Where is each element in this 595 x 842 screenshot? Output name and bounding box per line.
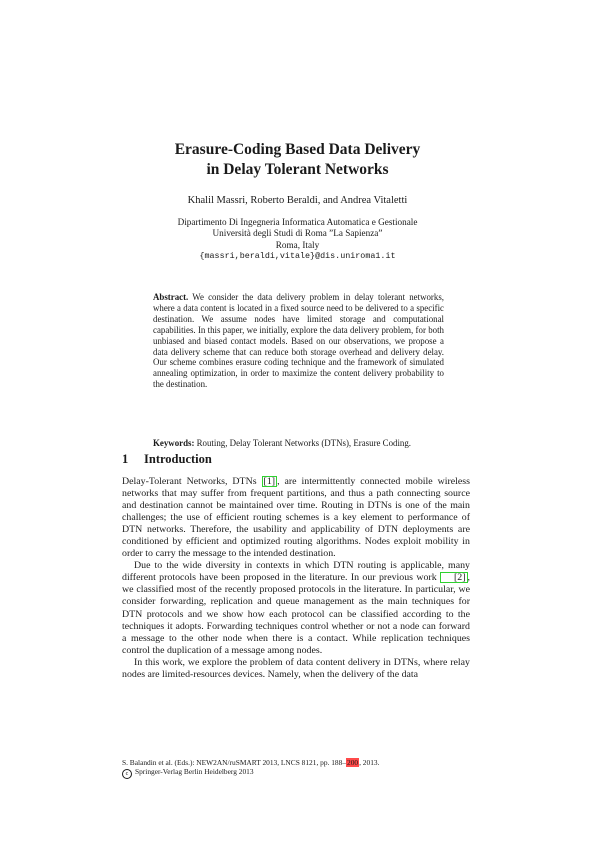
page-footer (122, 758, 482, 779)
citation-link-2[interactable]: [2] (440, 572, 468, 583)
copyright-text: Springer-Verlag Berlin Heidelberg 2013 (135, 767, 254, 777)
abstract-label: Abstract. (153, 292, 189, 302)
author-emails: {massri,beraldi,vitale}@dis.uniroma1.it (199, 251, 396, 262)
footer-citation (122, 758, 482, 767)
title-line-1: Erasure-Coding Based Data Delivery (174, 141, 421, 158)
citation-link-1[interactable]: [1] (263, 476, 276, 487)
affiliation-city: Roma, Italy (275, 239, 320, 250)
paper-title (0, 140, 595, 180)
paragraph-2-text-a: Due to the wide diversity in contexts in which DTN routing is applicable, many different protocols have been proposed in the literature. In our previous work (122, 560, 470, 584)
footer-citation-text-b: , 2013. (359, 758, 380, 767)
affiliation (0, 217, 595, 263)
paragraph-3: In this work, we explore the problem of data content delivery in DTNs, where relay nodes are limited-resources devices. Namely, when the delivery of the data (122, 656, 470, 680)
section-heading-introduction (122, 452, 212, 467)
author-list: Khalil Massri, Roberto Beraldi, and Andrea Vitaletti (187, 195, 408, 206)
paragraph-1-text-b: , are intermittently connected mobile wireless networks that may suffer from frequent partitions, and thus a path connecting source and destination cannot be maintained over time. Routing in DTNs is one of the main challenges; the use of efficient routing schemes is a key element to performance of DTN networks. Therefore, the usability and applicability of DTN deployments are conditioned by efficient and optimized routing algorithms. Nodes exploit mobility in order to carry the message to the intended destination. (122, 476, 470, 560)
keywords-label: Keywords: (153, 438, 195, 448)
paragraph-2 (122, 560, 470, 656)
abstract (153, 292, 444, 390)
abstract-text: We consider the data delivery problem in delay tolerant networks, where a data content is located in a fixed source need to be delivered to a specific destination. We assume nodes have limited storage and computational capabilities. In this paper, we initially, explore the data delivery problem, for both unbiased and biased contact models. Based on our observations, we propose a data delivery scheme that can reduce both storage overhead and delivery delay. Our scheme combines erasure coding technique and the framework of simulated annealing optimization, in order to maximize the content delivery probability to the destination. (153, 292, 444, 390)
footer-citation-text-a: S. Balandin et al. (Eds.): NEW2AN/ruSMART 2013, LNCS 8121, pp. 188– (122, 758, 347, 767)
paragraph-1 (122, 476, 470, 560)
keywords (153, 438, 453, 448)
copyright-icon: c (122, 769, 132, 779)
affiliation-department: Dipartimento Di Ingegneria Informatica Automatica e Gestionale (177, 217, 418, 227)
section-title: Introduction (144, 452, 212, 466)
affiliation-university: Università degli Studi di Roma ”La Sapienza” (212, 228, 383, 239)
title-line-2: in Delay Tolerant Networks (206, 161, 389, 178)
introduction-body (122, 476, 470, 681)
paragraph-2-text-b: , we classified most of the recently proposed protocols in the literature. In particular, we consider forwarding, replication and queue management as the main techniques for DTN protocols and we show how each protocol can be classified according to the techniques it adopts. Forwarding techniques control whether or not a node can forward a message to the other node when there is a contact. While replication techniques control the duplication of a message among nodes. (122, 572, 470, 656)
page-range-link[interactable]: 200 (347, 758, 359, 767)
paragraph-1-text-a: Delay-Tolerant Networks, DTNs (122, 476, 262, 487)
footer-copyright (122, 767, 482, 779)
section-number: 1 (122, 452, 129, 466)
keywords-text: Routing, Delay Tolerant Networks (DTNs), Erasure Coding. (196, 438, 412, 448)
